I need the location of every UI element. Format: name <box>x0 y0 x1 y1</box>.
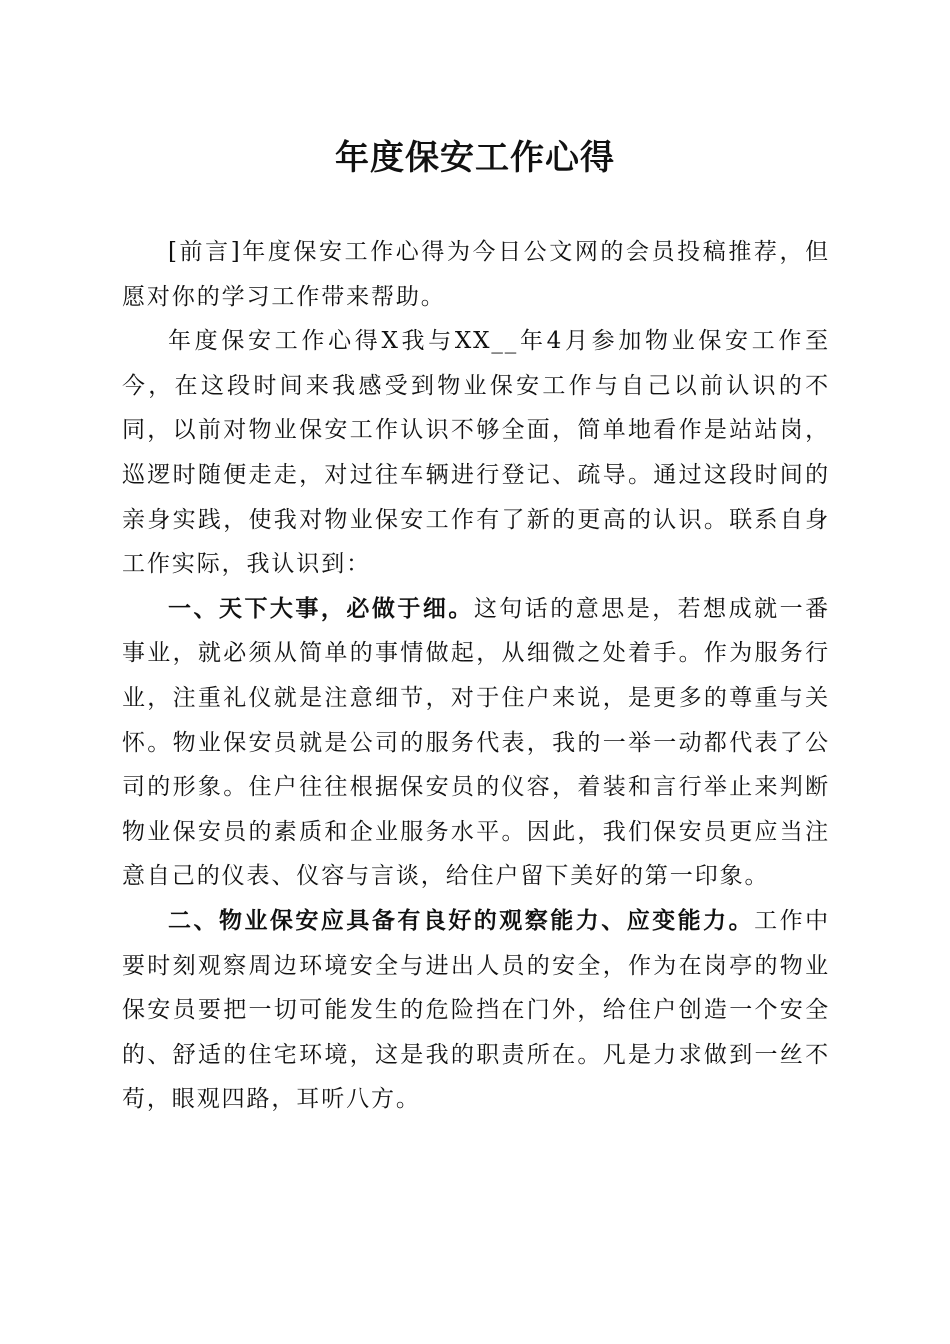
paragraph-intro <box>122 319 830 587</box>
paragraph-point-one <box>122 587 830 899</box>
paragraph-text: 这句话的意思是，若想成就一番事业，就必须从简单的事情做起，从细微之处着手。作为服务行业，注重礼仪就是注意细节，对于住户来说，是更多的尊重与关怀。物业保安员就是公司的服务代表，我的一举一动都代表了公司的形象。住户往往根据保安员的仪容，着装和言行举止来判断物业保安员的素质和企业服务水平。因此，我们保安员更应当注意自己的仪表、仪容与言谈，给住户留下美好的第一印象。 <box>122 595 830 890</box>
paragraph-lead: 二、物业保安应具备有良好的观察能力、应变能力。 <box>168 906 755 934</box>
document-body <box>122 230 830 1122</box>
paragraph-text: 年度保安工作心得X我与XX__年4月参加物业保安工作至今，在这段时间来我感受到物业保安工作与自己以前认识的不同，以前对物业保安工作认识不够全面，简单地看作是站站岗，巡逻时随便走走，对过往车辆进行登记、疏导。通过这段时间的亲身实践，使我对物业保安工作有了新的更高的认识。联系自身工作实际，我认识到： <box>122 328 830 578</box>
paragraph-preface <box>122 230 830 319</box>
paragraph-point-two <box>122 899 830 1122</box>
paragraph-text: 工作中要时刻观察周边环境安全与进出人员的安全，作为在岗亭的物业保安员要把一切可能发生的危险挡在门外，给住户创造一个安全的、舒适的住宅环境，这是我的职责所在。凡是力求做到一丝不苟，眼观四路，耳听八方。 <box>122 907 831 1113</box>
document-title: 年度保安工作心得 <box>335 138 615 178</box>
paragraph-lead: 一、天下大事，必做于细。 <box>168 594 474 622</box>
paragraph-text: [前言]年度保安工作心得为今日公文网的会员投稿推荐，但愿对你的学习工作带来帮助。 <box>122 239 830 310</box>
